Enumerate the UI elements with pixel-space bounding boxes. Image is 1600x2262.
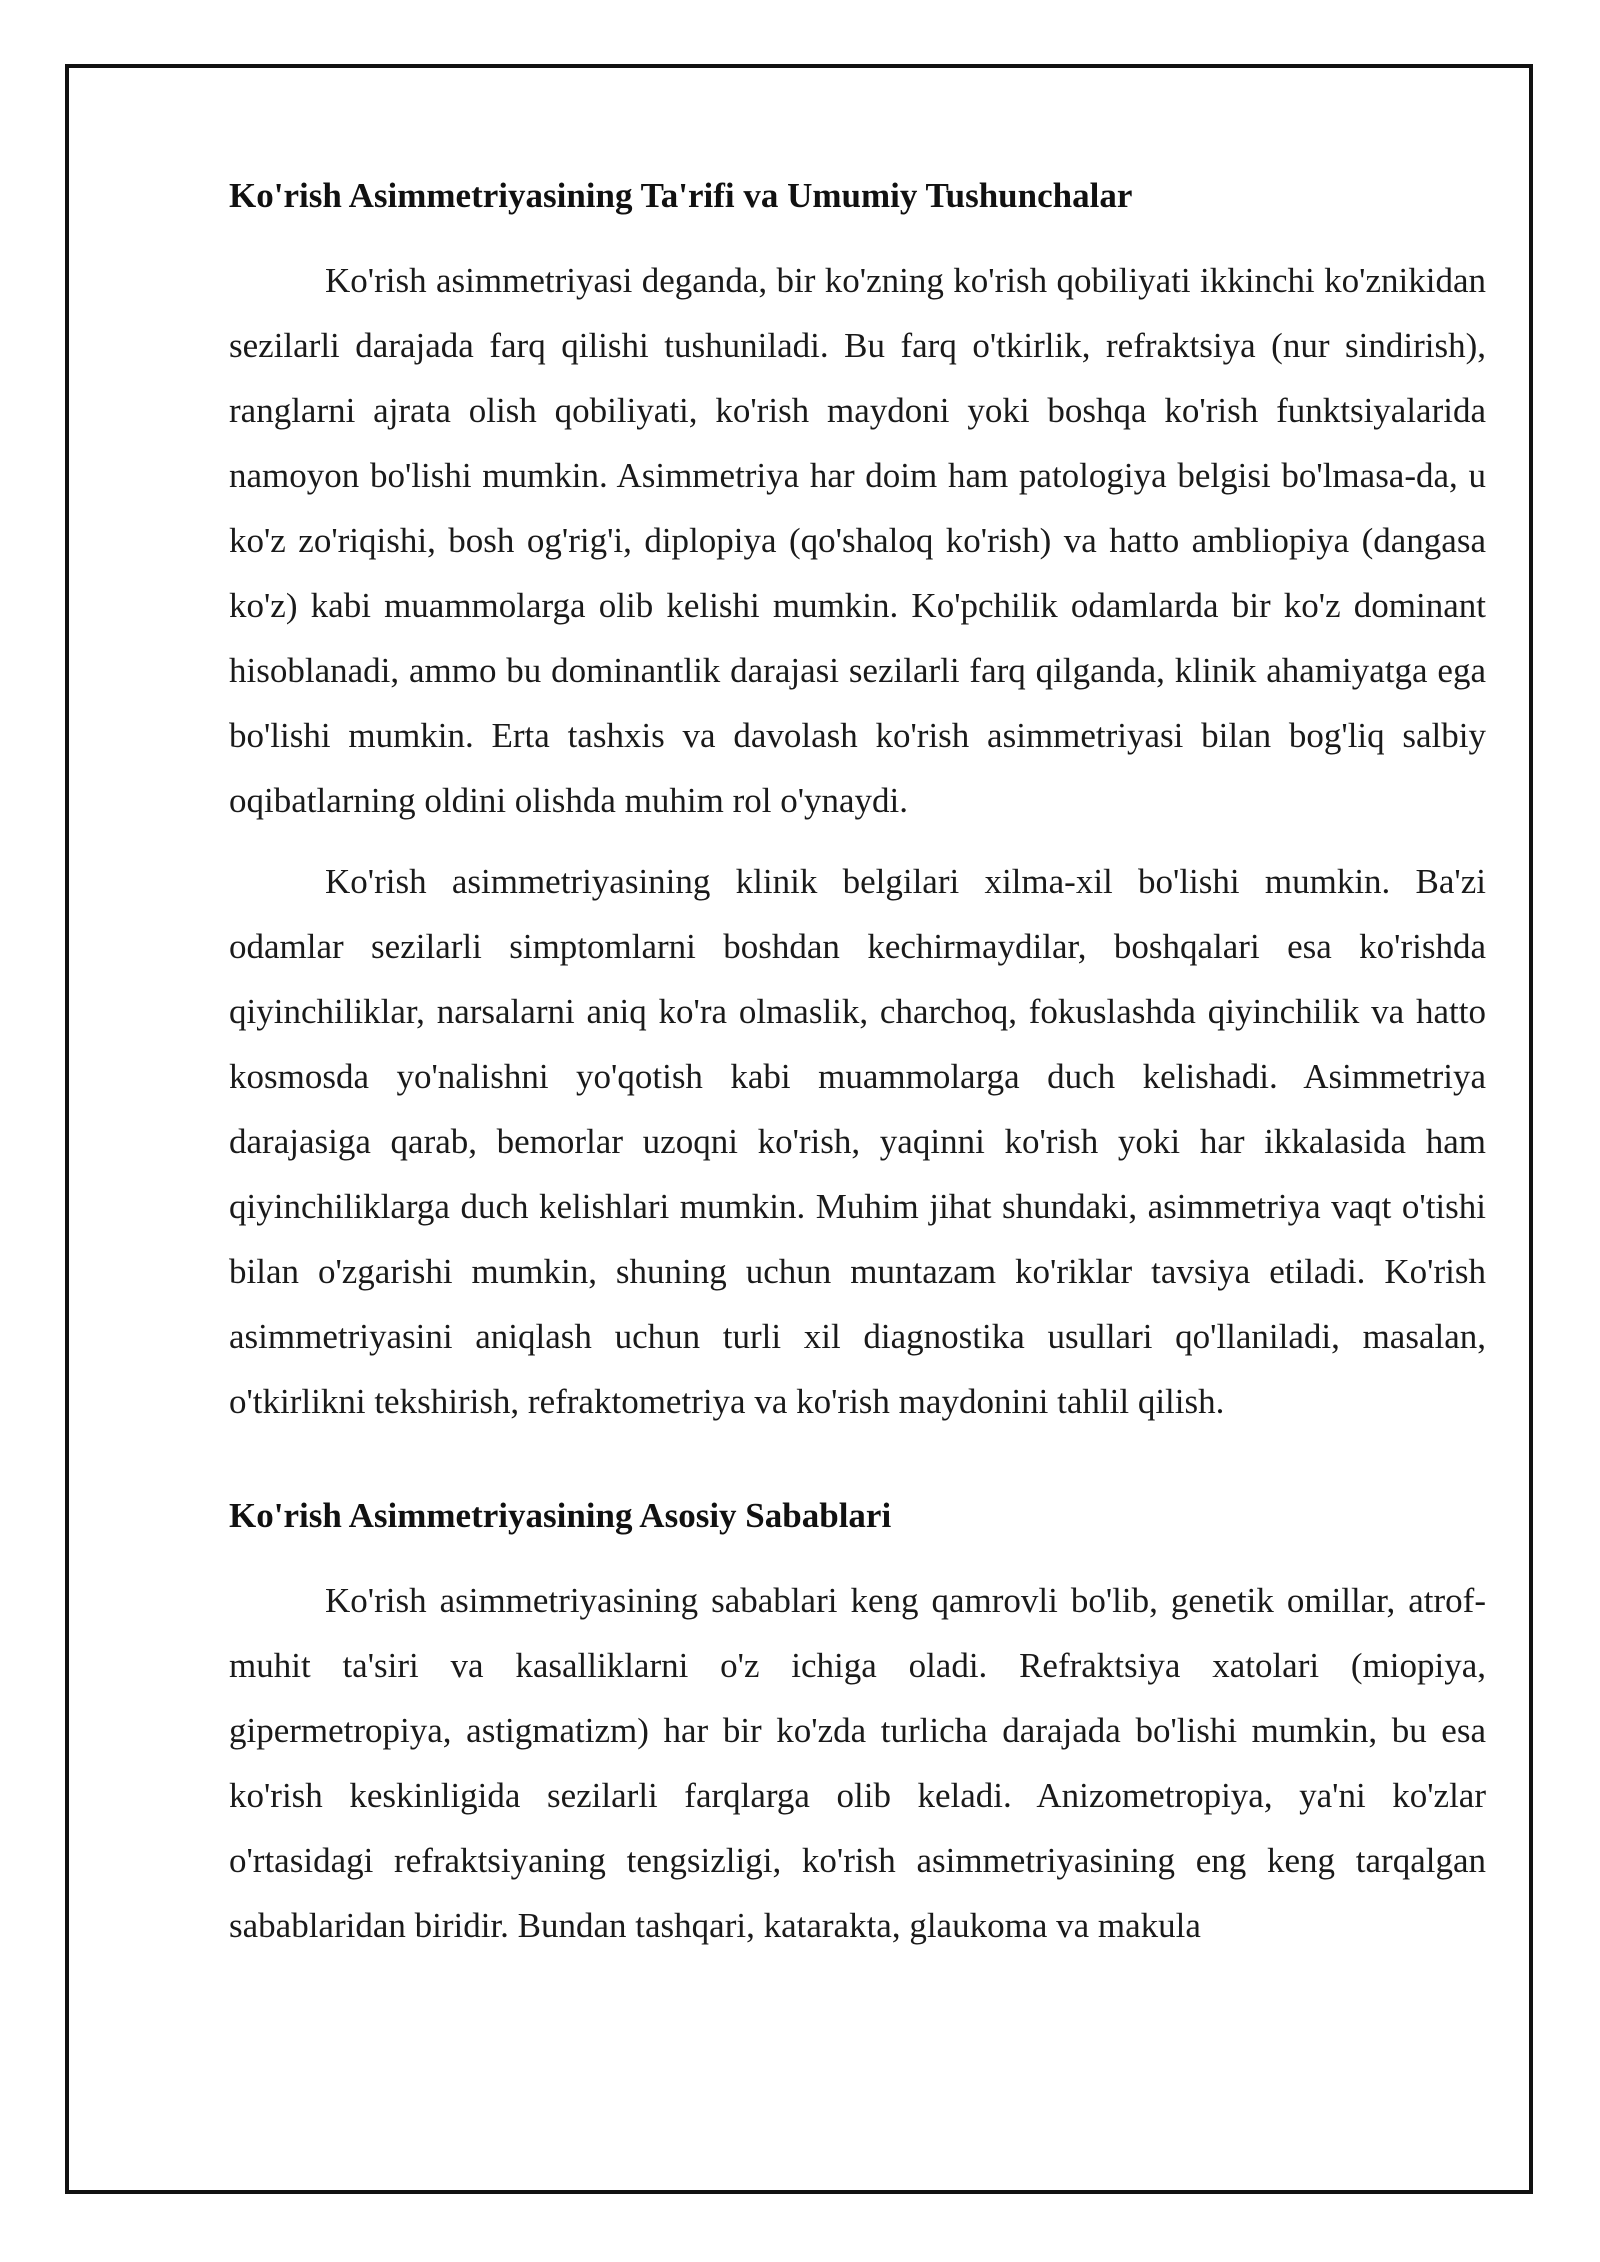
section-heading-causes: Ko'rish Asimmetriyasining Asosiy Sabablari — [229, 1496, 892, 1535]
paragraph: Ko'rish asimmetriyasining sabablari keng qamrovli bo'lib, genetik omillar, atrof-muhit ta'siri va kasalliklarni o'z ichiga oladi. Refraktsiya xatolari (miopiya, gipermetropiya, astigmatizm) har bir ko'zda turlicha darajada bo'lishi mumkin, bu esa ko'rish keskinligida sezilarli farqlarga olib keladi. Anizometropiya, ya'ni ko'zlar o'rtasidagi refraktsiyaning tengsizligi, ko'rish asimmetriyasining eng keng tarqalgan sabablaridan biridir. Bundan tashqari, katarakta, glaukoma va makula — [229, 1581, 1486, 1945]
paragraph: Ko'rish asimmetriyasining klinik belgilari xilma-xil bo'lishi mumkin. Ba'zi odamlar sezilarli simptomlarni boshdan kechirmaydilar, boshqalari esa ko'rishda qiyinchiliklar, narsalarni aniq ko'ra olmaslik, charchoq, fokuslashda qiyinchilik va hatto kosmosda yo'nalishni yo'qotish kabi muammolarga duch kelishadi. Asimmetriya darajasiga qarab, bemorlar uzoqni ko'rish, yaqinni ko'rish yoki har ikkalasida ham qiyinchiliklarga duch kelishlari mumkin. Muhim jihat shundaki, asimmetriya vaqt o'tishi bilan o'zgarishi mumkin, shuning uchun muntazam ko'riklar tavsiya etiladi. Ko'rish asimmetriyasini aniqlash uchun turli xil diagnostika usullari qo'llaniladi, masalan, o'tkirlikni tekshirish, refraktometriya va ko'rish maydonini tahlil qilish. — [229, 862, 1486, 1421]
paragraph: Ko'rish asimmetriyasi deganda, bir ko'zning ko'rish qobiliyati ikkinchi ko'znikidan sezilarli darajada farq qilishi tushuniladi. Bu farq o'tkirlik, refraktsiya (nur sindirish), ranglarni ajrata olish qobiliyati, ko'rish maydoni yoki boshqa ko'rish funktsiyalarida namoyon bo'lishi mumkin. Asimmetriya har doim ham patologiya belgisi bo'lmasa-da, u ko'z zo'riqishi, bosh og'rig'i, diplopiya (qo'shaloq ko'rish) va hatto ambliopiya (dangasa ko'z) kabi muammolarga olib kelishi mumkin. Ko'pchilik odamlarda bir ko'z dominant hisoblanadi, ammo bu dominantlik darajasi sezilarli farq qilganda, klinik ahamiyatga ega bo'lishi mumkin. Erta tashxis va davolash ko'rish asimmetriyasi bilan bog'liq salbiy oqibatlarning oldini olishda muhim rol o'ynaydi. — [229, 261, 1486, 820]
section-heading-definition: Ko'rish Asimmetriyasining Ta'rifi va Umumiy Tushunchalar — [229, 176, 1133, 215]
document-body — [229, 172, 1486, 1974]
